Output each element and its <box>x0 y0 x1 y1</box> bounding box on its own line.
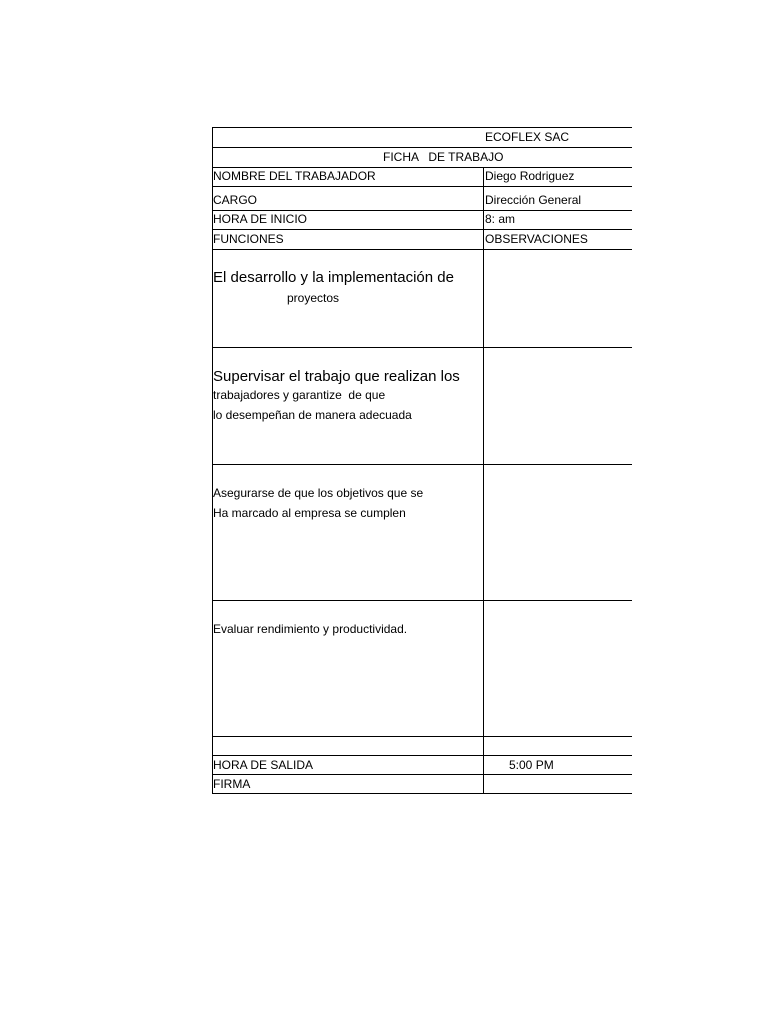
function-1-line-1: El desarrollo y la implementación de <box>213 269 454 286</box>
start-time-label: HORA DE INICIO <box>213 212 308 226</box>
company-name: ECOFLEX SAC <box>485 130 570 144</box>
work-sheet-table <box>212 127 632 794</box>
sheet-title: FICHA DE TRABAJO <box>383 150 504 164</box>
row-line <box>212 249 632 250</box>
row-line <box>212 210 632 211</box>
function-2-line-1: Supervisar el trabajo que realizan los <box>213 368 460 385</box>
position-label: CARGO <box>213 193 258 207</box>
row-line <box>212 186 632 187</box>
table-left-border <box>212 127 213 794</box>
function-2-line-2: trabajadores y garantize de que <box>213 388 386 402</box>
functions-header: FUNCIONES <box>213 232 284 246</box>
row-line <box>212 347 632 348</box>
position-value: Dirección General <box>485 193 582 207</box>
function-2-line-3: lo desempeñan de manera adecuada <box>213 408 412 422</box>
start-time-value: 8: am <box>485 212 516 226</box>
function-3-line-2: Ha marcado al empresa se cumplen <box>213 506 406 520</box>
row-line <box>212 147 632 148</box>
function-3-line-1: Asegurarse de que los objetivos que se <box>213 486 424 500</box>
column-divider-top <box>483 167 484 794</box>
observations-header: OBSERVACIONES <box>485 232 588 246</box>
row-line <box>212 167 632 168</box>
function-4-line-1: Evaluar rendimiento y productividad. <box>213 622 408 636</box>
row-line <box>212 464 632 465</box>
row-line <box>212 127 632 128</box>
row-line <box>212 736 632 737</box>
row-line <box>212 600 632 601</box>
worker-name-label: NOMBRE DEL TRABAJADOR <box>213 169 376 183</box>
row-line <box>212 229 632 230</box>
row-line <box>212 774 632 775</box>
worker-name-value: Diego Rodriguez <box>485 169 575 183</box>
end-time-value: 5:00 PM <box>509 758 554 772</box>
row-line <box>212 793 632 794</box>
row-line <box>212 755 632 756</box>
end-time-label: HORA DE SALIDA <box>213 758 314 772</box>
function-1-line-2: proyectos <box>287 291 340 305</box>
signature-label: FIRMA <box>213 777 251 791</box>
